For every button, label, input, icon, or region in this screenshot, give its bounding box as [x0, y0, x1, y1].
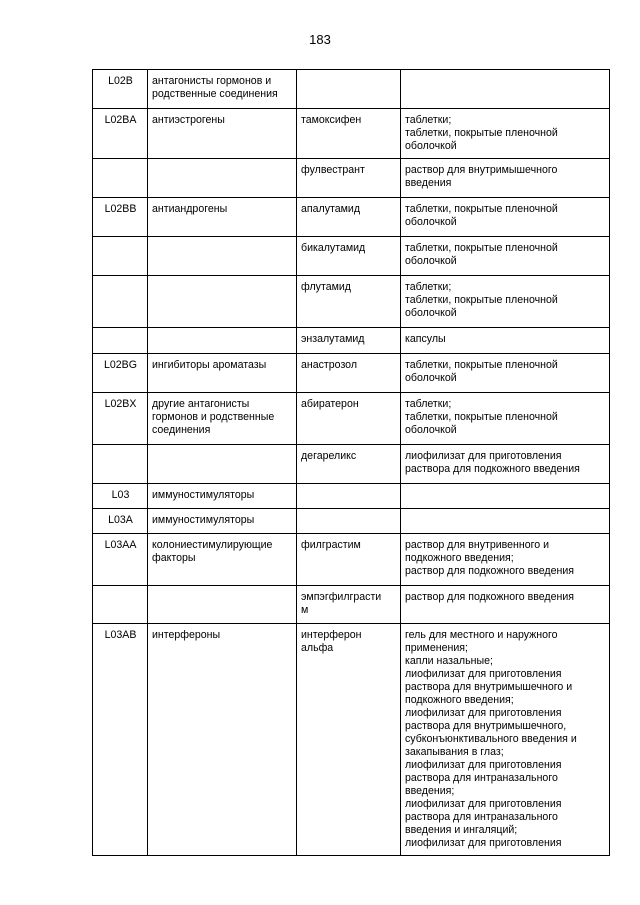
- group-name-cell: антиандрогены: [148, 198, 297, 237]
- dosage-form-cell: [401, 484, 610, 509]
- dosage-form-cell: лиофилизат для приготовления раствора для подкожного введения: [401, 445, 610, 484]
- dosage-form-cell: таблетки, покрытые пленочной оболочкой: [401, 354, 610, 393]
- atc-code-cell: L02BX: [93, 393, 148, 445]
- table-row: [93, 586, 610, 624]
- drug-name-cell: филграстим: [297, 534, 401, 586]
- atc-code-cell: L03A: [93, 509, 148, 534]
- atc-code-cell: [93, 445, 148, 484]
- table-row: [93, 276, 610, 328]
- table-row: [93, 445, 610, 484]
- drug-name-cell: апалутамид: [297, 198, 401, 237]
- drug-name-cell: бикалутамид: [297, 237, 401, 276]
- drug-name-cell: дегареликс: [297, 445, 401, 484]
- drug-name-cell: абиратерон: [297, 393, 401, 445]
- group-name-cell: [148, 586, 297, 624]
- table-row: [93, 328, 610, 354]
- dosage-form-cell: гель для местного и наружного применения; капли назальные; лиофилизат для приготовления раствора для внутримышечного и подкожного введения; лиофилизат для приготовления раствора для внутримышечного, субконъюнктивального введения и закапывания в глаз; лиофилизат для приготовления раствора для интраназального введения; лиофилизат для приготовления раствора для интраназального введения и ингаляций; лиофилизат для приготовления: [401, 624, 610, 856]
- group-name-cell: [148, 445, 297, 484]
- page-number: 183: [309, 32, 331, 47]
- dosage-form-cell: таблетки; таблетки, покрытые пленочной оболочкой: [401, 109, 610, 159]
- atc-code-cell: L02B: [93, 70, 148, 109]
- group-name-cell: [148, 159, 297, 198]
- table-row: [93, 484, 610, 509]
- atc-code-cell: [93, 237, 148, 276]
- table-row: [93, 393, 610, 445]
- drug-name-cell: [297, 509, 401, 534]
- table-row: [93, 198, 610, 237]
- drug-name-cell: тамоксифен: [297, 109, 401, 159]
- group-name-cell: [148, 237, 297, 276]
- drug-name-cell: [297, 484, 401, 509]
- dosage-form-cell: таблетки, покрытые пленочной оболочкой: [401, 198, 610, 237]
- drug-name-cell: флутамид: [297, 276, 401, 328]
- group-name-cell: антагонисты гормонов и родственные соединения: [148, 70, 297, 109]
- table-row: [93, 534, 610, 586]
- group-name-cell: иммуностимуляторы: [148, 484, 297, 509]
- dosage-form-cell: капсулы: [401, 328, 610, 354]
- table-row: [93, 70, 610, 109]
- atc-code-cell: [93, 159, 148, 198]
- dosage-form-cell: [401, 70, 610, 109]
- group-name-cell: другие антагонисты гормонов и родственные соединения: [148, 393, 297, 445]
- table-row: [93, 109, 610, 159]
- drug-name-cell: интерферон альфа: [297, 624, 401, 856]
- atc-code-cell: L02BG: [93, 354, 148, 393]
- group-name-cell: колониестимулирующие факторы: [148, 534, 297, 586]
- table-row: [93, 159, 610, 198]
- table-row: [93, 354, 610, 393]
- drug-name-cell: энзалутамид: [297, 328, 401, 354]
- group-name-cell: [148, 328, 297, 354]
- atc-code-cell: [93, 276, 148, 328]
- dosage-form-cell: таблетки; таблетки, покрытые пленочной оболочкой: [401, 393, 610, 445]
- dosage-form-cell: таблетки; таблетки, покрытые пленочной оболочкой: [401, 276, 610, 328]
- atc-code-cell: [93, 586, 148, 624]
- dosage-form-cell: таблетки, покрытые пленочной оболочкой: [401, 237, 610, 276]
- dosage-form-cell: раствор для подкожного введения: [401, 586, 610, 624]
- atc-code-cell: L02BA: [93, 109, 148, 159]
- table-row: [93, 624, 610, 856]
- group-name-cell: ингибиторы ароматазы: [148, 354, 297, 393]
- dosage-form-cell: [401, 509, 610, 534]
- drug-table: [92, 69, 610, 856]
- group-name-cell: [148, 276, 297, 328]
- group-name-cell: иммуностимуляторы: [148, 509, 297, 534]
- drug-name-cell: анастрозол: [297, 354, 401, 393]
- group-name-cell: антиэстрогены: [148, 109, 297, 159]
- dosage-form-cell: раствор для внутривенного и подкожного введения; раствор для подкожного введения: [401, 534, 610, 586]
- drug-name-cell: фулвестрант: [297, 159, 401, 198]
- drug-name-cell: эмпэгфилграсти м: [297, 586, 401, 624]
- atc-code-cell: [93, 328, 148, 354]
- atc-code-cell: L03AB: [93, 624, 148, 856]
- dosage-form-cell: раствор для внутримышечного введения: [401, 159, 610, 198]
- drug-table-body: [93, 70, 610, 856]
- group-name-cell: интерфероны: [148, 624, 297, 856]
- table-row: [93, 237, 610, 276]
- table-row: [93, 509, 610, 534]
- atc-code-cell: L02BB: [93, 198, 148, 237]
- atc-code-cell: L03: [93, 484, 148, 509]
- drug-name-cell: [297, 70, 401, 109]
- atc-code-cell: L03AA: [93, 534, 148, 586]
